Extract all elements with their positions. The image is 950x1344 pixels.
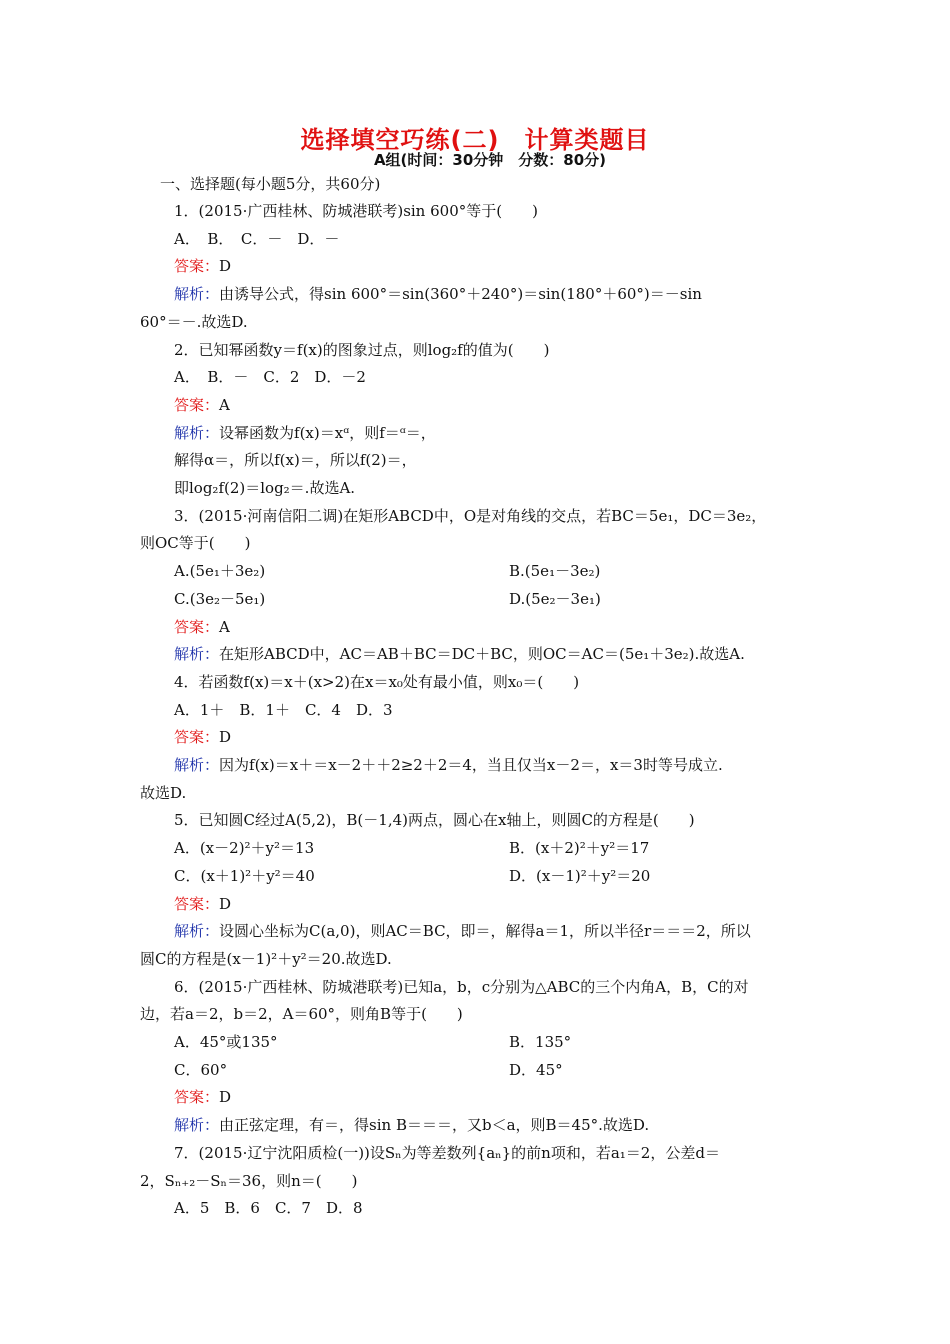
text-line — [174, 201, 538, 221]
explanation-line — [174, 755, 723, 775]
explanation-label: 解析： — [174, 285, 220, 303]
line-text: 设圆心坐标为C(a,0)，则AC＝BC，即＝，解得a＝1，所以半径r＝＝＝2，所以 — [219, 922, 751, 940]
option-right: B.(5e₁－3e₂) — [509, 562, 601, 580]
text-line — [174, 1143, 720, 1163]
page-title: 选择填空巧练(二) 计算类题目 — [300, 126, 650, 154]
text-line — [174, 367, 366, 387]
option-right: D．(x－1)²＋y²＝20 — [509, 867, 651, 885]
answer-line — [174, 617, 230, 637]
line-text: A.(5e₁＋3e₂) — [174, 562, 266, 580]
text-line — [174, 450, 417, 470]
line-text: 圆C的方程是(x－1)²＋y²＝20.故选D. — [140, 950, 392, 968]
line-text: A． B． C．－ D．－ — [174, 230, 340, 248]
answer-label: 答案： — [174, 895, 220, 913]
answer-line — [174, 1087, 231, 1107]
line-text: 则OC等于( ) — [140, 534, 251, 552]
answer-line — [174, 894, 231, 914]
section-heading: 一、选择题(每小题5分，共60分) — [160, 175, 381, 193]
line-text: 在矩形ABCD中，AC＝AB＋BC＝DC＋BC，则OC＝AC＝(5e₁＋3e₂).故选A. — [219, 645, 745, 663]
line-text: 故选D. — [140, 784, 187, 802]
line-text: 4．若函数f(x)＝x＋(x>2)在x＝x₀处有最小值，则x₀＝( ) — [174, 673, 580, 691]
answer-label: 答案： — [174, 1088, 220, 1106]
answer-line — [174, 256, 231, 276]
text-line — [140, 533, 250, 553]
line-text: A — [219, 396, 230, 414]
text-line — [174, 1032, 278, 1052]
explanation-label: 解析： — [174, 1116, 220, 1134]
line-text: 即log₂f(2)＝log₂＝.故选A. — [174, 479, 356, 497]
explanation-label: 解析： — [174, 922, 220, 940]
line-text: 5．已知圆C经过A(5,2)，B(－1,4)两点，圆心在x轴上，则圆C的方程是( ) — [174, 811, 695, 829]
text-line — [174, 672, 579, 692]
line-text: 由正弦定理，有＝，得sin B＝＝＝，又b＜a，则B＝45°.故选D. — [219, 1116, 650, 1134]
page-subtitle: A组(时间：30分钟 分数：80分) — [373, 151, 607, 169]
answer-label: 答案： — [174, 728, 220, 746]
text-line — [140, 1004, 463, 1024]
line-text: C．(x＋1)²＋y²＝40 — [174, 867, 315, 885]
answer-line — [174, 727, 231, 747]
text-line — [140, 312, 248, 332]
line-text: 边，若a＝2，b＝2，A＝60°，则角B等于( ) — [140, 1005, 463, 1023]
option-right: B．135° — [509, 1033, 572, 1051]
answer-label: 答案： — [174, 618, 220, 636]
answer-label: 答案： — [174, 257, 220, 275]
text-line — [174, 1060, 227, 1080]
text-line — [174, 229, 339, 249]
answer-line — [174, 395, 230, 415]
text-line — [174, 589, 265, 609]
text-line — [174, 340, 549, 360]
explanation-line — [174, 284, 702, 304]
line-text: 1．(2015·广西桂林、防城港联考)sin 600°等于( ) — [174, 202, 538, 220]
text-line — [174, 561, 265, 581]
option-right: D．45° — [509, 1061, 563, 1079]
line-text: 3．(2015·河南信阳二调)在矩形ABCD中，O是对角线的交点，若BC＝5e₁，DC＝3e₂， — [174, 507, 767, 525]
line-text: D — [219, 1088, 232, 1106]
explanation-line — [174, 423, 436, 443]
line-text: A．(x－2)²＋y²＝13 — [174, 839, 315, 857]
text-line — [140, 949, 392, 969]
line-text: 设幂函数为f(x)＝xᵅ，则f＝ᵅ＝， — [219, 424, 436, 442]
line-text: D — [219, 257, 232, 275]
line-text: A — [219, 618, 230, 636]
line-text: 因为f(x)＝x＋＝x－2＋＋2≥2＋2＝4，当且仅当x－2＝，x＝3时等号成立. — [219, 756, 723, 774]
text-line — [174, 866, 315, 886]
line-text: 2．已知幂函数y＝f(x)的图象过点，则log₂f的值为( ) — [174, 341, 550, 359]
line-text: A．45°或135° — [174, 1033, 278, 1051]
text-line — [174, 810, 695, 830]
text-line — [174, 1198, 363, 1218]
line-text: 60°＝－.故选D. — [140, 313, 248, 331]
line-text: 2，Sₙ₊₂－Sₙ＝36，则n＝( ) — [140, 1172, 358, 1190]
line-text: A．1＋ B．1＋ C．4 D．3 — [174, 701, 393, 719]
explanation-line — [174, 921, 751, 941]
line-text: C.(3e₂－5e₁) — [174, 590, 266, 608]
text-line — [174, 478, 355, 498]
line-text: 7．(2015·辽宁沈阳质检(一))设Sₙ为等差数列{aₙ}的前n项和，若a₁＝2，公差d＝ — [174, 1144, 720, 1162]
line-text: 解得α＝，所以f(x)＝，所以f(2)＝， — [174, 451, 417, 469]
text-line — [174, 700, 393, 720]
answer-label: 答案： — [174, 396, 220, 414]
explanation-line — [174, 1115, 649, 1135]
text-line — [140, 783, 186, 803]
line-text: 6．(2015·广西桂林、防城港联考)已知a，b，c分别为△ABC的三个内角A，B，C的对 — [174, 978, 749, 996]
line-text: 由诱导公式，得sin 600°＝sin(360°＋240°)＝sin(180°＋60°)＝－sin — [219, 285, 702, 303]
explanation-label: 解析： — [174, 645, 220, 663]
explanation-label: 解析： — [174, 756, 220, 774]
line-text: D — [219, 728, 232, 746]
explanation-line — [174, 644, 745, 664]
option-right: B．(x＋2)²＋y²＝17 — [509, 839, 650, 857]
text-line — [174, 506, 766, 526]
option-right: D.(5e₂－3e₁) — [509, 590, 601, 608]
line-text: A． B．－ C．2 D．－2 — [174, 368, 366, 386]
text-line — [174, 977, 749, 997]
explanation-label: 解析： — [174, 424, 220, 442]
line-text: D — [219, 895, 232, 913]
text-line — [174, 838, 314, 858]
line-text: C．60° — [174, 1061, 228, 1079]
line-text: A．5 B．6 C．7 D．8 — [174, 1199, 363, 1217]
text-line — [140, 1171, 357, 1191]
